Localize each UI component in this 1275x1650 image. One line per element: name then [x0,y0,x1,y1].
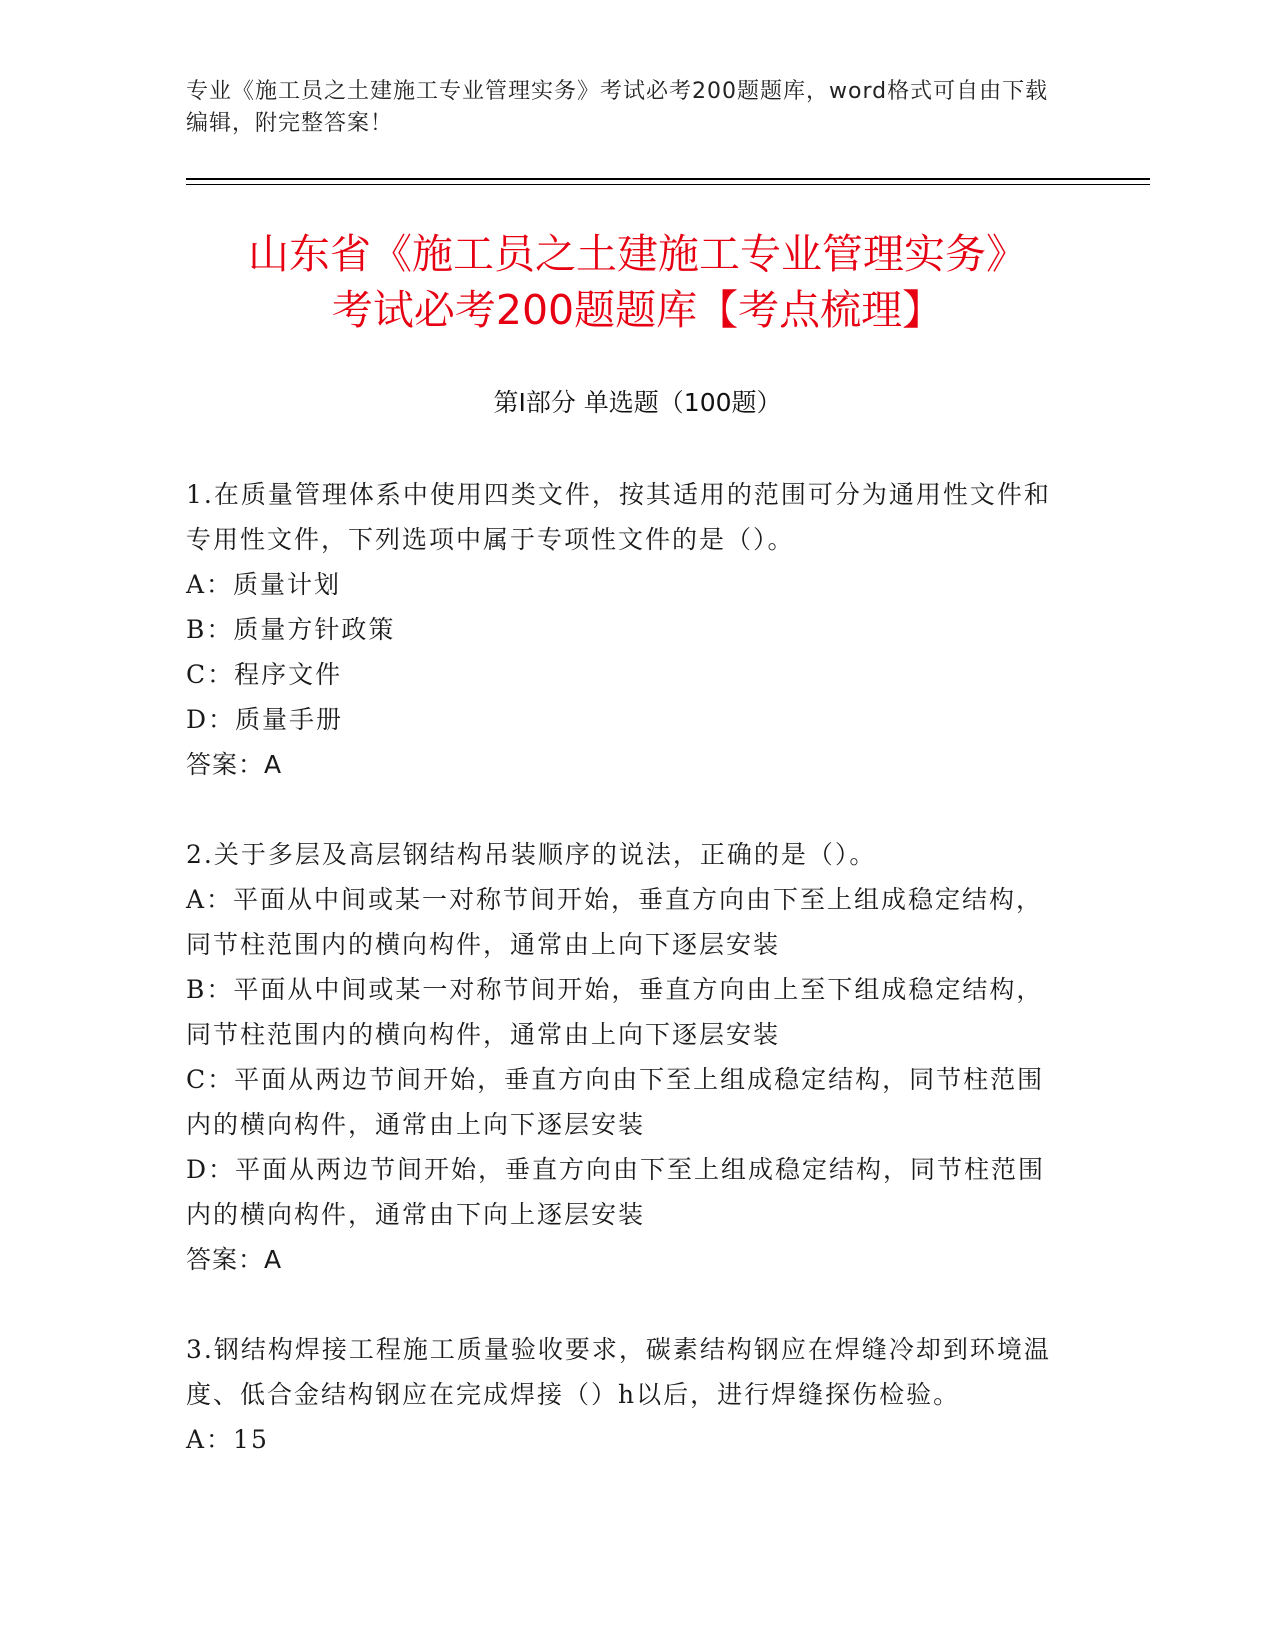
section-title: 第Ⅰ部分 单选题（100题） [493,388,782,417]
option-d: D：质量手册 [186,705,344,734]
answer: 答案：A [186,750,283,779]
question-1 [186,472,1066,787]
answer: 答案：A [186,1245,283,1274]
question-stem: 3.钢结构焊接工程施工质量验收要求，碳素结构钢应在焊缝冷却到环境温度、低合金结构钢应在完成焊接（）h以后，进行焊缝探伤检验。 [186,1335,1051,1409]
question-2 [186,832,1066,1282]
question-stem: 2.关于多层及高层钢结构吊装顺序的说法，正确的是（）。 [186,840,877,869]
option-a: A：平面从中间或某一对称节间开始，垂直方向由下至上组成稳定结构，同节柱范围内的横向构件，通常由上向下逐层安装 [186,885,1044,959]
option-d: D：平面从两边节间开始，垂直方向由下至上组成稳定结构，同节柱范围内的横向构件，通常由下向上逐层安装 [186,1155,1046,1229]
option-b: B：平面从中间或某一对称节间开始，垂直方向由上至下组成稳定结构，同节柱范围内的横向构件，通常由上向下逐层安装 [186,975,1044,1049]
option-c: C：平面从两边节间开始，垂直方向由下至上组成稳定结构，同节柱范围内的横向构件，通常由上向下逐层安装 [186,1065,1045,1139]
option-c: C：程序文件 [186,660,343,689]
title-line-1: 山东省《施工员之土建施工专业管理实务》 [248,230,1027,278]
option-a: A：15 [186,1425,269,1454]
header-note: 专业《施工员之土建施工专业管理实务》考试必考200题题库，word格式可自由下载编辑，附完整答案！ [186,79,1049,136]
question-list [186,472,1066,1507]
option-a: A：质量计划 [186,570,342,599]
header-rule-thin [186,184,1150,185]
title-line-2: 考试必考200题题库【考点梳理】 [331,286,944,334]
header-rule-thick [186,178,1150,180]
option-b: B：质量方针政策 [186,615,396,644]
question-3 [186,1327,1066,1462]
document-title [150,226,1125,338]
question-stem: 1.在质量管理体系中使用四类文件，按其适用的范围可分为通用性文件和专用性文件，下列选项中属于专项性文件的是（）。 [186,480,1051,554]
